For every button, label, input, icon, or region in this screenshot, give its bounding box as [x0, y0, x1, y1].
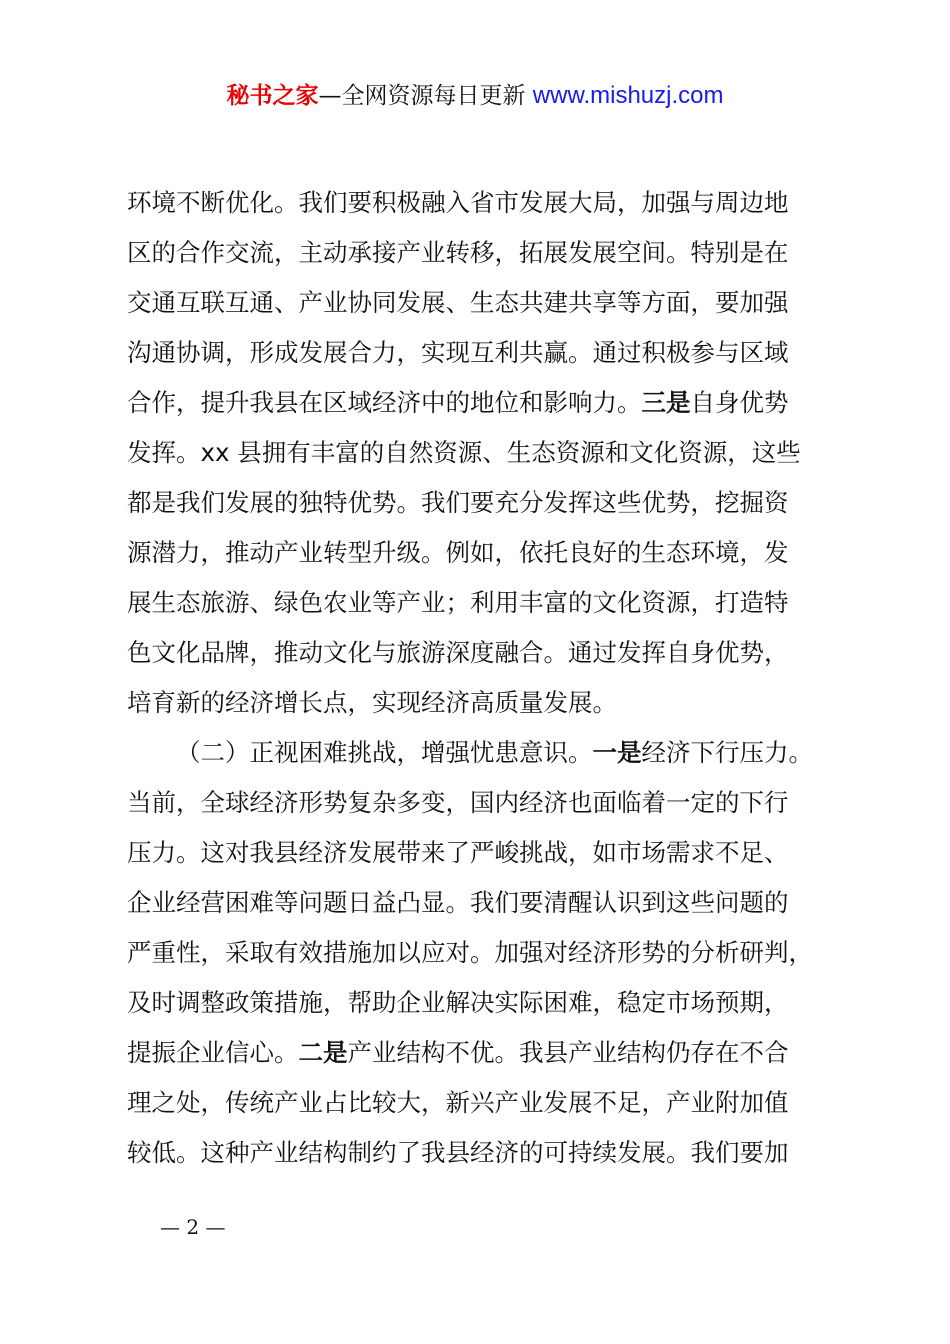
line-text: 区的合作交流，主动承接产业转移，拓展发展空间。特别是在: [127, 238, 789, 267]
text-line: [127, 778, 839, 828]
text-line: [127, 678, 839, 728]
line-text: 合作，提升我县在区域经济中的地位和影响力。: [127, 388, 642, 417]
line-text: 企业经营困难等问题日益凸显。我们要清醒认识到这些问题的: [127, 888, 789, 917]
text-line: [127, 1128, 839, 1178]
line-text: 沟通协调，形成发展合力，实现互利共赢。通过积极参与区域: [127, 338, 789, 367]
text-line: [127, 928, 839, 978]
bold-lead-text: 一是: [592, 738, 642, 767]
line-text: 较低。这种产业结构制约了我县经济的可持续发展。我们要加: [127, 1138, 789, 1167]
document-body: [127, 178, 839, 1178]
text-line: [127, 1028, 839, 1078]
text-line: [127, 278, 839, 328]
text-line: [127, 478, 839, 528]
text-line: [127, 628, 839, 678]
line-text: 压力。这对我县经济发展带来了严峻挑战，如市场需求不足、: [127, 838, 789, 867]
site-brand: 秘书之家: [226, 83, 319, 109]
line-text: 自身优势: [690, 388, 789, 417]
line-text: 发挥。xx 县拥有丰富的自然资源、生态资源和文化资源，这些: [127, 438, 801, 467]
site-tagline: 全网资源每日更新: [341, 83, 526, 109]
line-text: 都是我们发展的独特优势。我们要充分发挥这些优势，挖掘资: [127, 488, 789, 517]
header-dash: —: [318, 83, 342, 109]
site-header: [0, 80, 950, 112]
text-line: [127, 528, 839, 578]
line-text: 色文化品牌，推动文化与旅游深度融合。通过发挥自身优势，: [127, 638, 789, 667]
line-text: 提振企业信心。: [127, 1038, 299, 1067]
line-text: 环境不断优化。我们要积极融入省市发展大局，加强与周边地: [127, 188, 789, 217]
text-line: [127, 878, 839, 928]
line-text: 及时调整政策措施，帮助企业解决实际困难，稳定市场预期，: [127, 988, 789, 1017]
text-line: [127, 328, 839, 378]
line-text: 当前，全球经济形势复杂多变，国内经济也面临着一定的下行: [127, 788, 789, 817]
line-text: （二）正视困难挑战，增强忧患意识。: [176, 738, 593, 767]
text-line: [127, 428, 839, 478]
text-line: [127, 978, 839, 1028]
line-text: 交通互联互通、产业协同发展、生态共建共享等方面，要加强: [127, 288, 789, 317]
text-line: [127, 228, 839, 278]
section-heading-line: [127, 728, 839, 778]
line-text: 经济下行压力。: [641, 738, 813, 767]
bold-lead-text: 二是: [298, 1038, 348, 1067]
text-line: [127, 828, 839, 878]
line-text: 理之处，传统产业占比较大，新兴产业发展不足，产业附加值: [127, 1088, 789, 1117]
site-url-link[interactable]: www.mishuzj.com: [532, 82, 724, 109]
line-text: 培育新的经济增长点，实现经济高质量发展。: [127, 688, 617, 717]
text-line: [127, 578, 839, 628]
text-line: [127, 1078, 839, 1128]
line-text: 源潜力，推动产业转型升级。例如，依托良好的生态环境，发: [127, 538, 789, 567]
text-line: [127, 378, 839, 428]
line-text: 产业结构不优。我县产业结构仍存在不合: [347, 1038, 789, 1067]
line-text: 严重性，采取有效措施加以应对。加强对经济形势的分析研判，: [127, 938, 813, 967]
line-text: 展生态旅游、绿色农业等产业；利用丰富的文化资源，打造特: [127, 588, 789, 617]
text-line: [127, 178, 839, 228]
bold-lead-text: 三是: [641, 388, 691, 417]
page-number: — 2 —: [160, 1215, 226, 1239]
